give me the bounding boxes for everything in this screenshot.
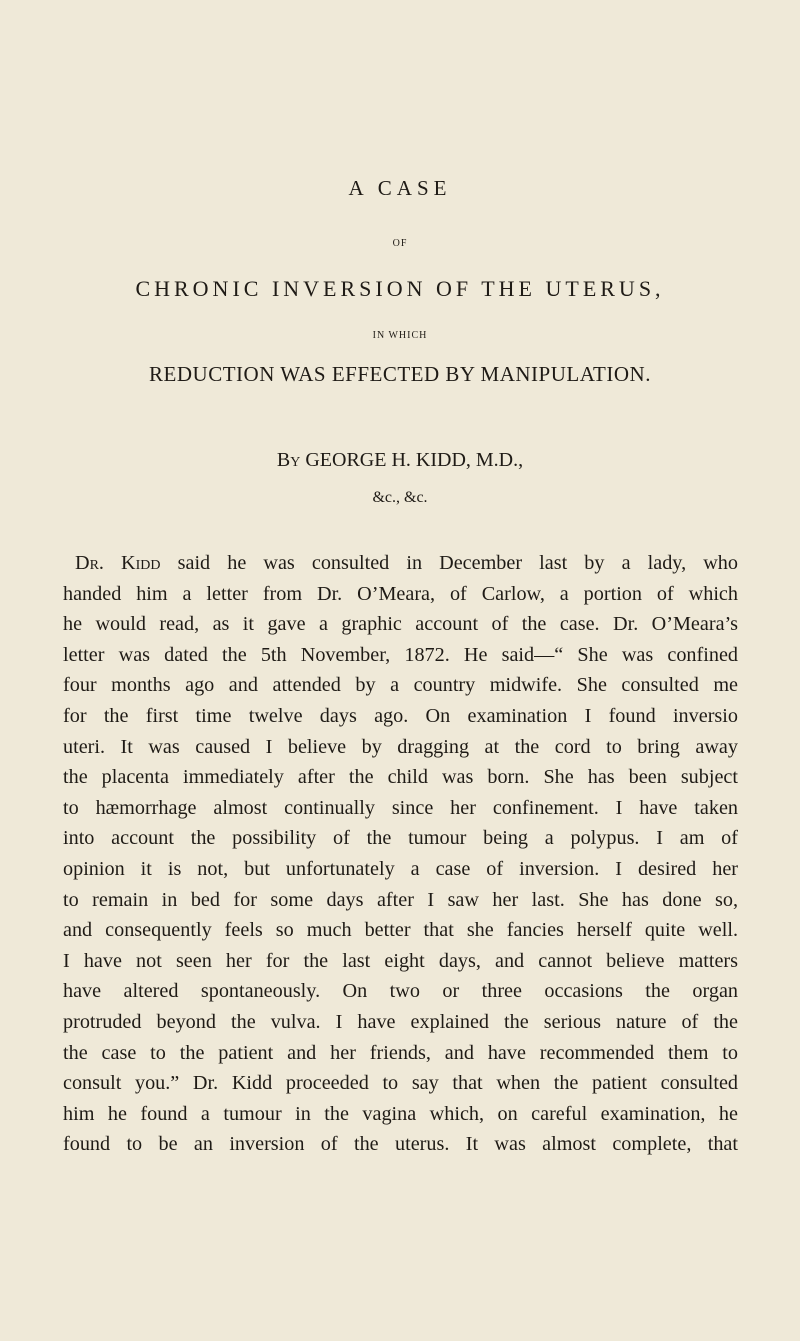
body-line: opinion it is not, but unfortunately a case of inversion. I desired her: [63, 857, 738, 880]
body-line: four months ago and attended by a country midwife. She consulted me: [63, 674, 738, 697]
body-line: the case to the patient and her friends, and have recommended them to: [63, 1041, 738, 1064]
body-line: protruded beyond the vulva. I have explained the serious nature of the: [63, 1010, 738, 1033]
body-line: I have not seen her for the last eight days, and cannot believe matters: [63, 949, 738, 972]
body-line: he would read, as it gave a graphic account of the case. Dr. O’Meara’s: [63, 613, 738, 636]
byline-author: GEORGE H. KIDD, M.D.,: [305, 449, 524, 471]
heading-of: OF: [392, 238, 408, 249]
body-line: and consequently feels so much better that she fancies herself quite well.: [63, 919, 738, 942]
body-line: have altered spontaneously. On two or three occasions the organ: [63, 980, 738, 1003]
heading-in-which: IN WHICH: [372, 330, 428, 341]
body-line: said he was consulted in December last by a lady, who: [160, 552, 738, 574]
lead-name: Dr. Kidd: [75, 552, 161, 574]
body-line: found to be an inversion of the uterus. It was almost complete, that: [63, 1133, 738, 1156]
byline-by: By: [276, 449, 301, 471]
body-paragraph: [63, 548, 738, 1160]
heading-a-case: A CASE: [348, 176, 452, 200]
body-line: letter was dated the 5th November, 1872. He said—“ She was confined: [63, 643, 738, 666]
body-line: consult you.” Dr. Kidd proceeded to say that when the patient consulted: [63, 1072, 738, 1095]
body-line: the placenta immediately after the child was born. She has been subject: [63, 766, 738, 789]
body-line: handed him a letter from Dr. O’Meara, of Carlow, a portion of which: [63, 582, 738, 605]
body-line: to hæmorrhage almost continually since her confinement. I have taken: [63, 796, 738, 819]
byline-etc: &c., &c.: [372, 489, 428, 506]
body-line: into account the possibility of the tumour being a polypus. I am of: [63, 827, 738, 850]
body-line: uteri. It was caused I believe by dragging at the cord to bring away: [63, 735, 738, 758]
main-title: CHRONIC INVERSION OF THE UTERUS,: [135, 276, 665, 301]
body-line: for the first time twelve days ago. On examination I found inversio: [63, 704, 738, 727]
body-line: him he found a tumour in the vagina which, on careful examination, he: [63, 1102, 738, 1125]
body-line-first: [63, 548, 738, 579]
byline: [0, 449, 800, 472]
subtitle: REDUCTION WAS EFFECTED BY MANIPULATION.: [149, 362, 651, 386]
body-line: to remain in bed for some days after I saw her last. She has done so,: [63, 888, 738, 911]
